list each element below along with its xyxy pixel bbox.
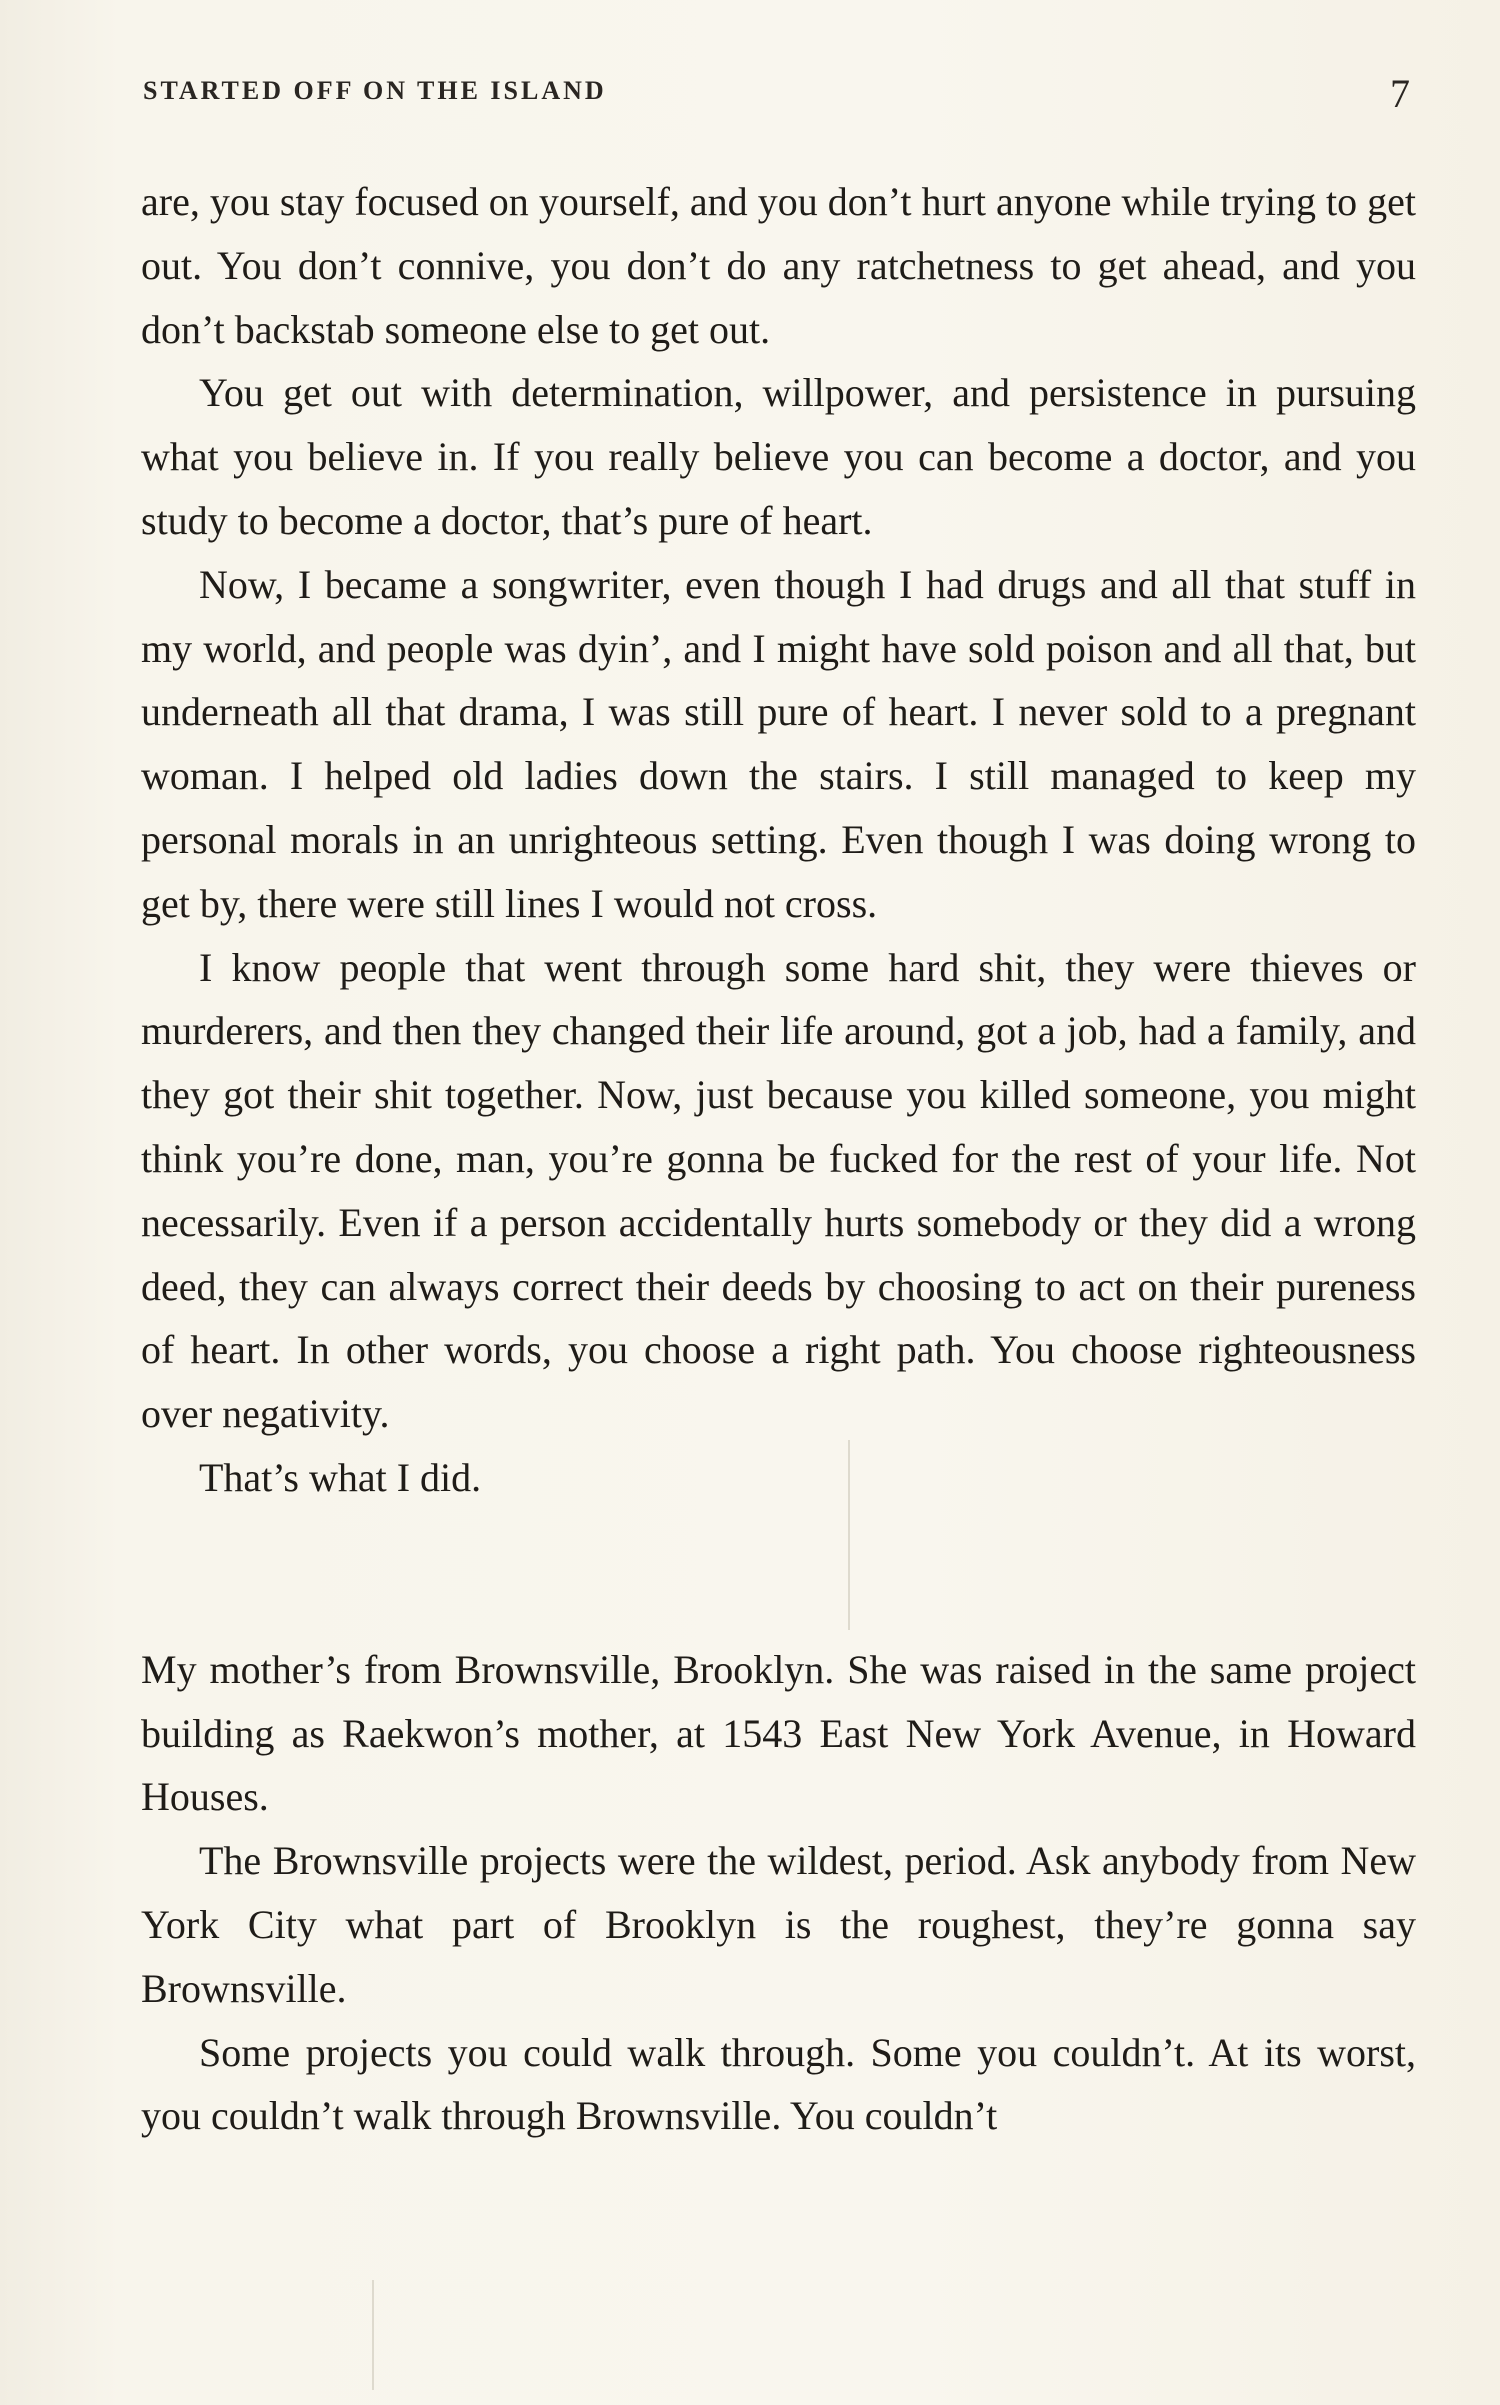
page-crease-mark: [372, 2280, 374, 2390]
paragraph: Now, I became a songwriter, even though I had drugs and all that stuff in my world, and people was dyin’, and I might have sold poison and all that, but underneath all that drama, I was still pure of heart. I never sold to a pregnant woman. I helped old ladies down the stairs. I still managed to keep my personal morals in an unrighteous setting. Even though I was doing wrong to get by, there were still lines I would not cross.: [141, 561, 1416, 926]
body-text: [141, 170, 1416, 2148]
paragraph: You get out with determination, willpower, and persistence in pursuing what you believe in. If you really believe you can become a doctor, and you study to become a doctor, that’s pure of heart.: [141, 370, 1416, 543]
page-number: 7: [1390, 71, 1410, 116]
section-break: [141, 1510, 1416, 1638]
section-opening-paragraph: My mother’s from Brownsville, Brooklyn. She was raised in the same project building as Raekwon’s mother, at 1543 East New York Avenue, in Howard Houses.: [141, 1646, 1416, 1820]
page-crease-mark: [848, 1440, 850, 1630]
paragraph-continued: are, you stay focused on yourself, and you don’t hurt anyone while trying to get out. You don’t connive, you don’t do any ratchetness to get ahead, and you don’t backstab someone else to get out.: [141, 179, 1416, 352]
running-head: STARTED OFF ON THE ISLAND: [143, 76, 607, 105]
paragraph: The Brownsville projects were the wildest, period. Ask anybody from New York City what part of Brooklyn is the roughest, they’re gonna say Brownsville.: [141, 1838, 1416, 2011]
paragraph: I know people that went through some hard shit, they were thieves or murderers, and then they changed their life around, got a job, had a family, and they got their shit together. Now, just because you killed someone, you might think you’re done, man, you’re gonna be fucked for the rest of your life. Not necessarily. Even if a person accidentally hurts somebody or they did a wrong deed, they can always correct their deeds by choosing to act on their pureness of heart. In other words, you choose a right path. You choose righteousness over negativity.: [141, 944, 1416, 1437]
paragraph: Some projects you could walk through. Some you couldn’t. At its worst, you couldn’t walk through Brownsville. You couldn’t: [141, 2029, 1416, 2139]
paragraph: That’s what I did.: [199, 1454, 482, 1500]
